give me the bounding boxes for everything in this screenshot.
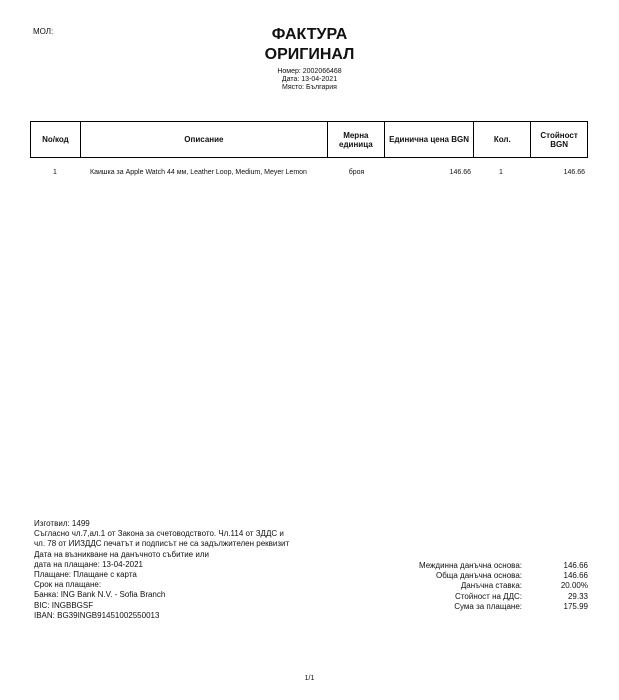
- column-header-unit: Мерна единица: [328, 122, 385, 157]
- table-row: [30, 168, 588, 177]
- table-header: [30, 121, 588, 158]
- document-title: ФАКТУРА: [271, 26, 348, 43]
- payment-method: Плащане: Плащане с карта: [34, 570, 137, 580]
- invoice-number: Номер: 2002066468: [277, 68, 342, 75]
- cell-no: 1: [53, 169, 57, 176]
- bic: BIC: INGBBGSF: [34, 600, 94, 610]
- vat-amount-value: 29.33: [567, 591, 588, 601]
- cell-qty: 1: [499, 169, 503, 176]
- subtotal-value: 146.66: [563, 561, 588, 570]
- payment-date: дата на плащане: 13-04-2021: [34, 559, 143, 569]
- iban: IBAN: BG39INGB91451002550013: [34, 610, 160, 620]
- column-header-no: No/код: [31, 122, 81, 157]
- total-row: [380, 602, 588, 612]
- total-row: [380, 571, 588, 581]
- totals-block: [380, 561, 588, 612]
- total-row: [380, 561, 588, 571]
- mol-label: МОЛ:: [33, 27, 54, 36]
- bank-name: Банка: ING Bank N.V. - Sofia Branch: [34, 590, 166, 600]
- column-header-unit-price: Единична цена BGN: [385, 122, 475, 157]
- tax-rate-label: Данъчна ставка:: [460, 581, 522, 591]
- payment-term: Срок на плащане:: [34, 580, 102, 590]
- document-subtitle: ОРИГИНАЛ: [264, 46, 355, 63]
- cell-unit: броя: [348, 169, 365, 176]
- vat-amount-label: Стойност на ДДС:: [455, 591, 522, 601]
- amount-due-value: 175.99: [563, 601, 588, 611]
- invoice-place: Място: България: [282, 84, 337, 91]
- subtotal-label: Междинна данъчна основа:: [418, 561, 522, 570]
- amount-due-label: Сума за плащане:: [454, 601, 522, 611]
- invoice-table: [30, 121, 588, 177]
- tax-base-value: 146.66: [563, 571, 588, 581]
- prepared-by: Изготвил: 1499: [34, 519, 90, 528]
- tax-event-date-label: Дата на възникване на данъчното събитие или: [34, 549, 209, 559]
- footer-info: [34, 519, 324, 621]
- cell-unit-price: 146.66: [449, 169, 471, 176]
- page-number: 1/1: [304, 675, 315, 682]
- tax-rate-value: 20.00%: [560, 581, 588, 591]
- cell-value: 146.66: [563, 169, 585, 176]
- column-header-value: Стойност BGN: [540, 130, 578, 149]
- invoice-date: Дата: 13-04-2021: [281, 76, 338, 83]
- total-row: [380, 592, 588, 602]
- cell-description: Каишка за Apple Watch 44 мм, Leather Loop, Medium, Meyer Lemon: [90, 169, 307, 176]
- legal-note-line-1: Съгласно чл.7,ал.1 от Закона за счетоводството. Чл.114 от ЗДДС и: [34, 529, 284, 539]
- tax-base-label: Обща данъчна основа:: [436, 571, 522, 581]
- column-header-qty: Кол.: [474, 122, 531, 157]
- total-row: [380, 581, 588, 591]
- column-header-description: Описание: [81, 122, 328, 157]
- legal-note-line-2: чл. 78 от ИИЗДДС печатът и подписът не са задължителен реквизит: [34, 539, 290, 549]
